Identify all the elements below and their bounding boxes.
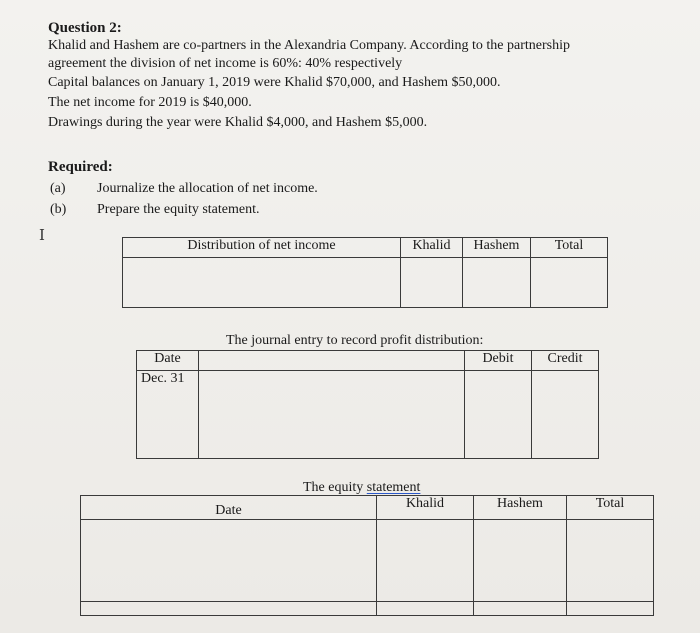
- table-cell[interactable]: [567, 602, 654, 616]
- table-cell[interactable]: [531, 258, 608, 308]
- table-cell[interactable]: [474, 602, 567, 616]
- required-marker: (a): [50, 181, 66, 196]
- required-heading: Required:: [48, 159, 113, 175]
- journal-table: [136, 350, 599, 459]
- equity-header: Khalid: [377, 496, 474, 520]
- distribution-header: Total: [531, 238, 608, 258]
- question-line: agreement the division of net income is 60%: 40% respectively: [48, 56, 403, 71]
- equity-header: Total: [567, 496, 654, 520]
- question-line: Capital balances on January 1, 2019 were Khalid $70,000, and Hashem $50,000.: [48, 75, 501, 90]
- distribution-header: Hashem: [463, 238, 531, 258]
- table-cell[interactable]: [81, 602, 377, 616]
- equity-header: Hashem: [474, 496, 567, 520]
- journal-header: Date: [137, 351, 199, 371]
- table-cell[interactable]: [465, 371, 532, 459]
- equity-header: Date: [81, 496, 377, 520]
- table-cell[interactable]: [377, 520, 474, 602]
- journal-caption: The journal entry to record profit distribution:: [226, 333, 484, 348]
- table-cell[interactable]: [123, 258, 401, 308]
- required-item: Prepare the equity statement.: [97, 202, 260, 217]
- question-line: The net income for 2019 is $40,000.: [48, 95, 252, 110]
- distribution-header: Distribution of net income: [123, 238, 401, 258]
- distribution-header: Khalid: [401, 238, 463, 258]
- equity-table: [80, 495, 654, 616]
- question-line: Khalid and Hashem are co-partners in the Alexandria Company. According to the partnership: [48, 38, 570, 53]
- equity-caption-text-part1: The equity: [303, 480, 367, 495]
- question-line: Drawings during the year were Khalid $4,000, and Hashem $5,000.: [48, 115, 428, 130]
- required-marker: (b): [50, 202, 67, 217]
- journal-header: Debit: [465, 351, 532, 371]
- table-cell[interactable]: [532, 371, 599, 459]
- table-cell[interactable]: [463, 258, 531, 308]
- table-cell[interactable]: [199, 351, 465, 371]
- equity-caption-text-part2: statement: [366, 480, 421, 495]
- journal-header: Credit: [532, 351, 599, 371]
- table-cell[interactable]: [401, 258, 463, 308]
- table-cell[interactable]: [377, 602, 474, 616]
- distribution-table: [122, 237, 608, 308]
- table-cell[interactable]: [474, 520, 567, 602]
- table-cell[interactable]: [567, 520, 654, 602]
- table-cell[interactable]: [199, 371, 465, 459]
- table-cell[interactable]: [81, 520, 377, 602]
- question-title: Question 2:: [48, 20, 122, 36]
- text-cursor-icon: I: [39, 226, 45, 244]
- journal-date-cell[interactable]: Dec. 31: [137, 371, 199, 459]
- required-item: Journalize the allocation of net income.: [97, 181, 318, 196]
